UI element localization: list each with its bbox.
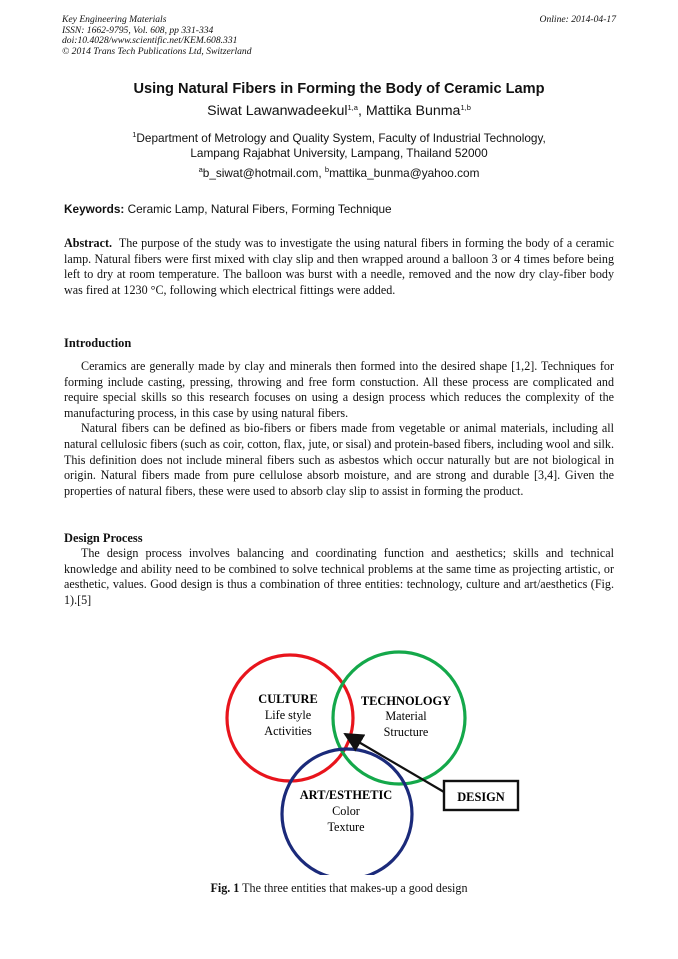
author-emails (0, 166, 678, 180)
culture-line-2: Activities (264, 724, 312, 738)
culture-title: CULTURE (258, 692, 318, 706)
introduction-heading: Introduction (64, 336, 132, 350)
art-esthetic-title: ART/ESTHETIC (299, 788, 393, 802)
intro-paragraph-1: Ceramics are generally made by clay and minerals then formed into the desired shape [1,2]. Techniques for forming include casting, pressing, throwing and free form constuction. All these process are complicated and require special skills so this research focuses on using a design process which reduces the complexity of the manufacturing process, in this case by using natural fibers. (64, 359, 614, 420)
design-process-heading: Design Process (64, 531, 143, 545)
issn-line: ISSN: 1662-9795, Vol. 608, pp 331-334 (62, 24, 214, 36)
doi-line: doi:10.4028/www.scientific.net/KEM.608.331 (62, 35, 238, 47)
author-separator: , (357, 103, 366, 119)
design-label: DESIGN (457, 790, 505, 804)
author-list (0, 103, 678, 119)
abstract (64, 236, 614, 298)
keywords-label: Keywords: (64, 202, 125, 216)
keywords-text: Ceramic Lamp, Natural Fibers, Forming Technique (127, 202, 392, 216)
design-paragraph-1: The design process involves balancing and coordinating function and aesthetics; skills and technical knowledge and ability need to be combined to solve technical problems at the same time as projecting artistic, or aesthetic, values. Good design is thus a combination of three entities: technology, culture and art/aesthetics (Fig. 1).[5] (64, 546, 614, 607)
caption-text: The three entities that makes-up a good design (239, 881, 468, 895)
email-1: b_siwat@hotmail.com, (202, 166, 325, 180)
affiliation-mark: 1 (132, 130, 137, 139)
abstract-label: Abstract. (64, 236, 113, 250)
technology-line-2: Structure (383, 725, 429, 739)
email-2: mattika_bunma@yahoo.com (329, 166, 480, 180)
journal-header (62, 15, 252, 57)
introduction-body (64, 359, 614, 499)
author-1-affiliation-mark: 1,a (347, 103, 358, 112)
author-1: Siwat Lawanwadeekul (207, 103, 348, 119)
figure-caption (0, 881, 678, 896)
keywords (64, 202, 616, 216)
abstract-text: The purpose of the study was to investigate the using natural fibers in forming the body of a ceramic lamp. Natural fibers were first mixed with clay slip and then wrapped around a balloon 3 or 4 times before being left to dry at room temperature. The balloon was burst with a needle, removed and the now dry clay-fiber body was fired at 1230 °C, following which electrical fittings were added. (64, 236, 614, 297)
technology-title: TECHNOLOGY (360, 694, 452, 708)
venn-diagram (0, 630, 678, 875)
technology-line-1: Material (385, 709, 427, 723)
copyright-line: © 2014 Trans Tech Publications Ltd, Switzerland (62, 45, 252, 57)
author-2-affiliation-mark: 1,b (460, 103, 471, 112)
caption-label: Fig. 1 (210, 881, 240, 895)
art-esthetic-line-2: Texture (327, 820, 365, 834)
intro-paragraph-2: Natural fibers can be defined as bio-fibers or fibers made from vegetable or animal materials, including all natural cellulosic fibers (such as coir, cotton, flax, jute, or sisal) and protein-based fibers, including wool and silk. This definition does not include mineral fibers such as asbestos which occur naturally but are not biological in origin. Natural fibers made from pure cellulose absorb moisture, and are strong and durable [3,4]. Given the properties of natural fibers, these were used to absorb clay slip to assist in forming the product. (64, 421, 614, 498)
art-esthetic-line-1: Color (332, 804, 360, 818)
paper-title: Using Natural Fibers in Forming the Body of Ceramic Lamp (133, 81, 545, 97)
design-process-body (64, 546, 614, 608)
email-1-mark: a (198, 165, 203, 174)
journal-name: Key Engineering Materials (62, 14, 167, 25)
email-2-mark: b (324, 165, 330, 174)
online-date: Online: 2014-04-17 (539, 14, 616, 25)
affiliation (0, 131, 678, 161)
affiliation-line-1: Department of Metrology and Quality System, Faculty of Industrial Technology, (136, 131, 546, 145)
culture-line-1: Life style (264, 708, 312, 722)
author-2: Mattika Bunma (365, 103, 461, 119)
affiliation-line-2: Lampang Rajabhat University, Lampang, Thailand 52000 (190, 146, 488, 160)
